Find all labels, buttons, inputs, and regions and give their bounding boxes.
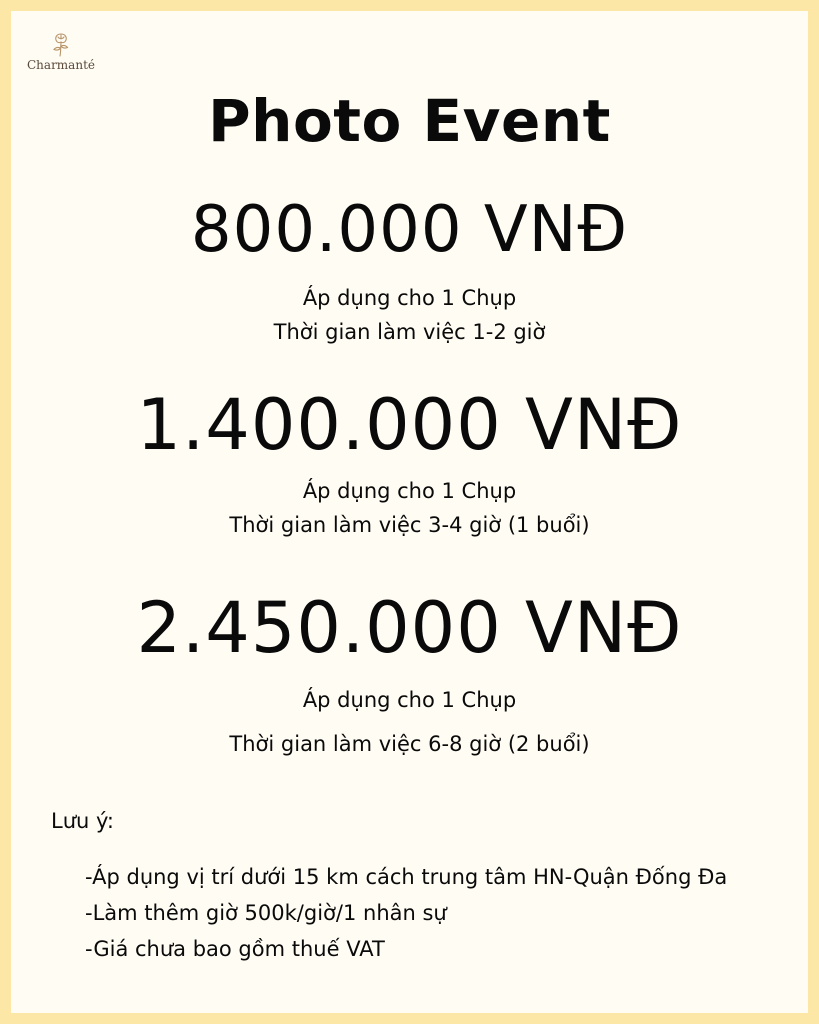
rose-flower-icon — [50, 31, 72, 57]
brand-name: Charmanté — [27, 58, 95, 72]
package-apply-text: Áp dụng cho 1 Chụp — [302, 688, 517, 712]
package-3 — [11, 587, 808, 761]
package-price: 2.450.000 VNĐ — [136, 587, 683, 669]
list-item: -Giá chưa bao gồm thuế VAT — [85, 937, 385, 961]
package-duration-text: Thời gian làm việc 6-8 giờ (2 buổi) — [229, 732, 590, 756]
package-apply-text: Áp dụng cho 1 Chụp — [302, 479, 517, 503]
list-item: -Áp dụng vị trí dưới 15 km cách trung tâm HN-Quận Đống Đa — [85, 865, 728, 889]
page-title: Photo Event — [208, 87, 611, 155]
notes-label: Lưu ý: — [51, 809, 114, 833]
list-item: -Làm thêm giờ 500k/giờ/1 nhân sự — [85, 901, 447, 925]
package-2 — [11, 384, 808, 542]
package-price: 1.400.000 VNĐ — [136, 384, 683, 466]
package-duration-text: Thời gian làm việc 1-2 giờ — [273, 320, 546, 344]
package-price: 800.000 VNĐ — [190, 193, 629, 267]
price-card — [11, 11, 808, 1013]
package-1 — [11, 192, 808, 349]
brand-logo — [23, 31, 99, 72]
package-apply-text: Áp dụng cho 1 Chụp — [302, 286, 517, 310]
notes-list — [85, 859, 727, 967]
package-duration-text: Thời gian làm việc 3-4 giờ (1 buổi) — [229, 513, 590, 537]
